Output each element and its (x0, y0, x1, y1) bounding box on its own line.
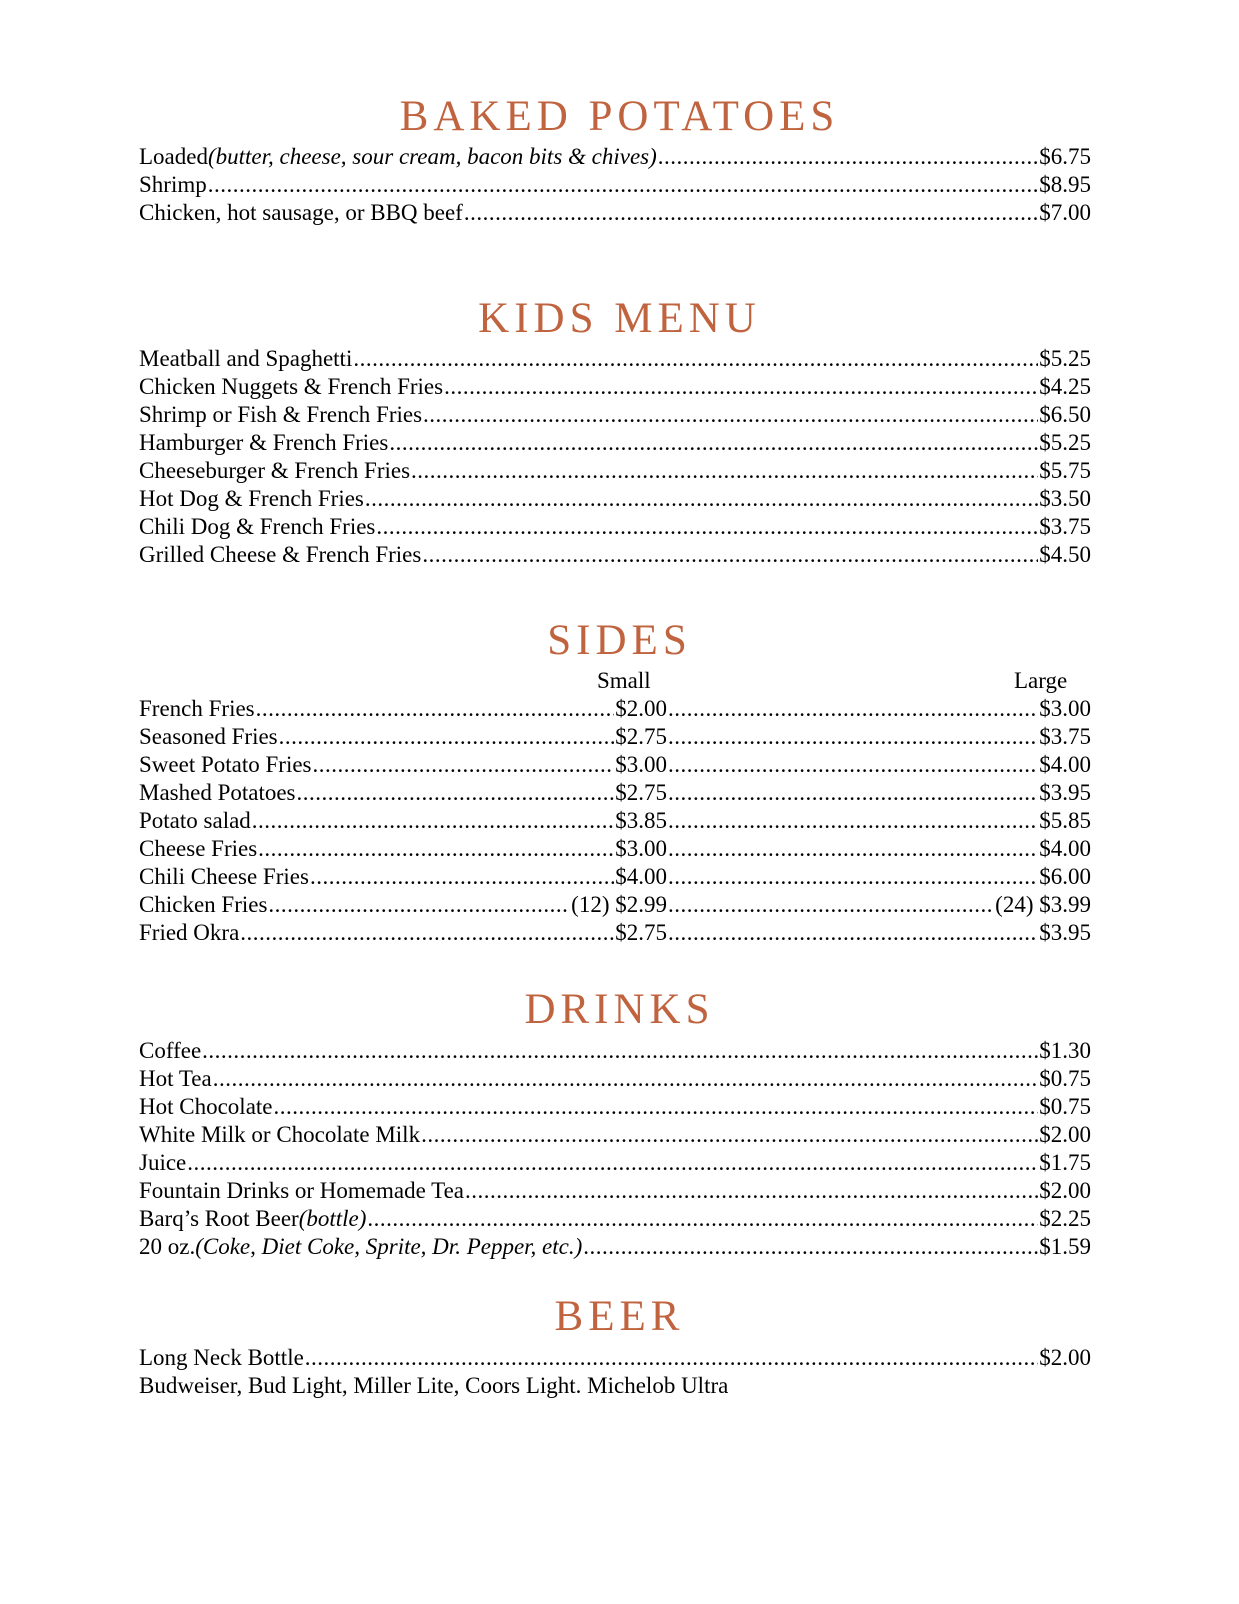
menu-item (139, 401, 1091, 429)
dot-leader (187, 1149, 1038, 1177)
large-price: $3.95 (1039, 920, 1091, 945)
item-price: $4.50 (1039, 542, 1091, 567)
menu-item (139, 1344, 1091, 1372)
dot-leader (274, 1093, 1039, 1121)
item-name: Shrimp (139, 172, 207, 197)
item-price: $8.95 (1039, 172, 1091, 197)
dot-leader (423, 401, 1038, 429)
item-name: Shrimp or Fish & French Fries (139, 402, 423, 427)
item-price: $7.00 (1039, 200, 1091, 225)
menu-item (139, 1177, 1091, 1205)
item-name: Mashed Potatoes (139, 780, 296, 805)
item-name: Fountain Drinks or Homemade Tea (139, 1178, 465, 1203)
menu-item (139, 1233, 1091, 1261)
dot-leader (668, 835, 1038, 863)
section-title-baked-potatoes: BAKED POTATOES (399, 93, 840, 140)
item-price: $2.00 (1039, 1345, 1091, 1370)
menu-item (139, 485, 1091, 513)
item-price: $5.25 (1039, 346, 1091, 371)
menu-item (139, 1065, 1091, 1093)
item-name: Hamburger & French Fries (139, 430, 389, 455)
item-price: $6.75 (1039, 144, 1091, 169)
dot-leader (389, 429, 1038, 457)
section-title-beer: BEER (554, 1293, 685, 1340)
item-name: Cheeseburger & French Fries (139, 458, 411, 483)
item-name: Long Neck Bottle (139, 1345, 304, 1370)
menu-item (139, 1205, 1091, 1233)
item-name: Barq’s Root Beer (139, 1206, 299, 1231)
dot-leader (310, 863, 614, 891)
dot-leader (421, 1121, 1038, 1149)
item-name: Hot Chocolate (139, 1094, 273, 1119)
item-price: $0.75 (1039, 1094, 1091, 1119)
large-price: $4.00 (1039, 836, 1091, 861)
dot-leader (658, 143, 1038, 171)
dot-leader (668, 891, 994, 919)
large-price: $5.85 (1039, 808, 1091, 833)
item-name: 20 oz. (139, 1234, 196, 1259)
item-name: Seasoned Fries (139, 724, 278, 749)
side-item (139, 891, 1091, 919)
dot-leader (464, 199, 1038, 227)
side-item (139, 723, 1091, 751)
item-name: Chili Cheese Fries (139, 864, 309, 889)
menu-item (139, 429, 1091, 457)
dot-leader (305, 1344, 1038, 1372)
side-item (139, 751, 1091, 779)
menu-item (139, 1121, 1091, 1149)
item-name: Juice (139, 1150, 187, 1175)
beer-brands: Budweiser, Bud Light, Miller Lite, Coors Light. Michelob Ultra (139, 1373, 729, 1398)
item-name: White Milk or Chocolate Milk (139, 1122, 421, 1147)
item-name: Sweet Potato Fries (139, 752, 312, 777)
dot-leader (353, 345, 1038, 373)
item-name: Loaded (139, 144, 208, 169)
item-price: $6.50 (1039, 402, 1091, 427)
large-price: $3.95 (1039, 780, 1091, 805)
side-item (139, 779, 1091, 807)
menu-item (139, 373, 1091, 401)
side-item (139, 835, 1091, 863)
item-name: Potato salad (139, 808, 251, 833)
dot-leader (411, 457, 1038, 485)
item-price: $0.75 (1039, 1066, 1091, 1091)
large-price: $4.00 (1039, 752, 1091, 777)
dot-leader (668, 863, 1038, 891)
small-price: $3.85 (615, 808, 667, 833)
item-price: $2.25 (1039, 1206, 1091, 1231)
dot-leader (367, 1205, 1038, 1233)
dot-leader (376, 513, 1038, 541)
menu-item-shrimp (139, 171, 1091, 199)
dot-leader (252, 807, 614, 835)
menu-item (139, 1149, 1091, 1177)
section-title-drinks: DRINKS (524, 986, 715, 1033)
dot-leader (297, 779, 615, 807)
item-name: Meatball and Spaghetti (139, 346, 353, 371)
dot-leader (422, 541, 1038, 569)
item-name: French Fries (139, 696, 255, 721)
large-price: (24) $3.99 (995, 892, 1091, 917)
side-item (139, 919, 1091, 947)
item-price: $1.59 (1039, 1234, 1091, 1259)
small-price: $4.00 (615, 864, 667, 889)
item-price: $5.25 (1039, 430, 1091, 455)
dot-leader (268, 891, 570, 919)
dot-leader (258, 835, 614, 863)
item-price: $3.75 (1039, 514, 1091, 539)
item-price: $3.50 (1039, 486, 1091, 511)
small-price: $2.75 (615, 780, 667, 805)
large-price: $3.00 (1039, 696, 1091, 721)
large-price: $6.00 (1039, 864, 1091, 889)
dot-leader (213, 1065, 1039, 1093)
small-price: $3.00 (615, 752, 667, 777)
dot-leader (256, 695, 615, 723)
small-price: $3.00 (615, 836, 667, 861)
side-item (139, 695, 1091, 723)
dot-leader (279, 723, 615, 751)
dot-leader (202, 1037, 1038, 1065)
dot-leader (668, 723, 1038, 751)
dot-leader (668, 695, 1038, 723)
menu-item (139, 1037, 1091, 1065)
item-name: Fried Okra (139, 920, 240, 945)
item-price: $4.25 (1039, 374, 1091, 399)
item-note: (Coke, Diet Coke, Sprite, Dr. Pepper, etc.) (195, 1234, 583, 1259)
side-item (139, 807, 1091, 835)
item-note: (bottle) (298, 1206, 367, 1231)
large-price: $3.75 (1039, 724, 1091, 749)
column-header-small: Small (597, 668, 651, 693)
item-name: Chili Dog & French Fries (139, 514, 376, 539)
menu-item (139, 1093, 1091, 1121)
small-price: $2.00 (615, 696, 667, 721)
item-name: Hot Tea (139, 1066, 212, 1091)
menu-item-loaded (139, 143, 1091, 171)
menu-item (139, 457, 1091, 485)
side-item (139, 863, 1091, 891)
item-name: Chicken, hot sausage, or BBQ beef (139, 200, 463, 225)
dot-leader (444, 373, 1038, 401)
dot-leader (668, 919, 1038, 947)
section-title-kids-menu: KIDS MENU (478, 295, 761, 342)
small-price: $2.75 (615, 724, 667, 749)
item-name: Hot Dog & French Fries (139, 486, 364, 511)
dot-leader (668, 779, 1038, 807)
dot-leader (668, 751, 1038, 779)
item-note: (butter, cheese, sour cream, bacon bits & chives) (207, 144, 657, 169)
section-title-sides: SIDES (547, 617, 692, 664)
menu-item (139, 345, 1091, 373)
menu-item (139, 513, 1091, 541)
item-name: Chicken Nuggets & French Fries (139, 374, 444, 399)
menu-item (139, 541, 1091, 569)
item-name: Grilled Cheese & French Fries (139, 542, 422, 567)
column-header-large: Large (1014, 668, 1068, 693)
item-price: $1.30 (1039, 1038, 1091, 1063)
small-price: (12) $2.99 (571, 892, 667, 917)
dot-leader (583, 1233, 1038, 1261)
dot-leader (240, 919, 614, 947)
item-name: Cheese Fries (139, 836, 258, 861)
dot-leader (465, 1177, 1038, 1205)
dot-leader (313, 751, 615, 779)
dot-leader (208, 171, 1039, 199)
item-name: Coffee (139, 1038, 202, 1063)
item-price: $5.75 (1039, 458, 1091, 483)
item-name: Chicken Fries (139, 892, 268, 917)
small-price: $2.75 (615, 920, 667, 945)
dot-leader (668, 807, 1038, 835)
item-price: $2.00 (1039, 1178, 1091, 1203)
dot-leader (365, 485, 1038, 513)
item-price: $2.00 (1039, 1122, 1091, 1147)
menu-item-chicken-sausage-bbq (139, 199, 1091, 227)
item-price: $1.75 (1039, 1150, 1091, 1175)
